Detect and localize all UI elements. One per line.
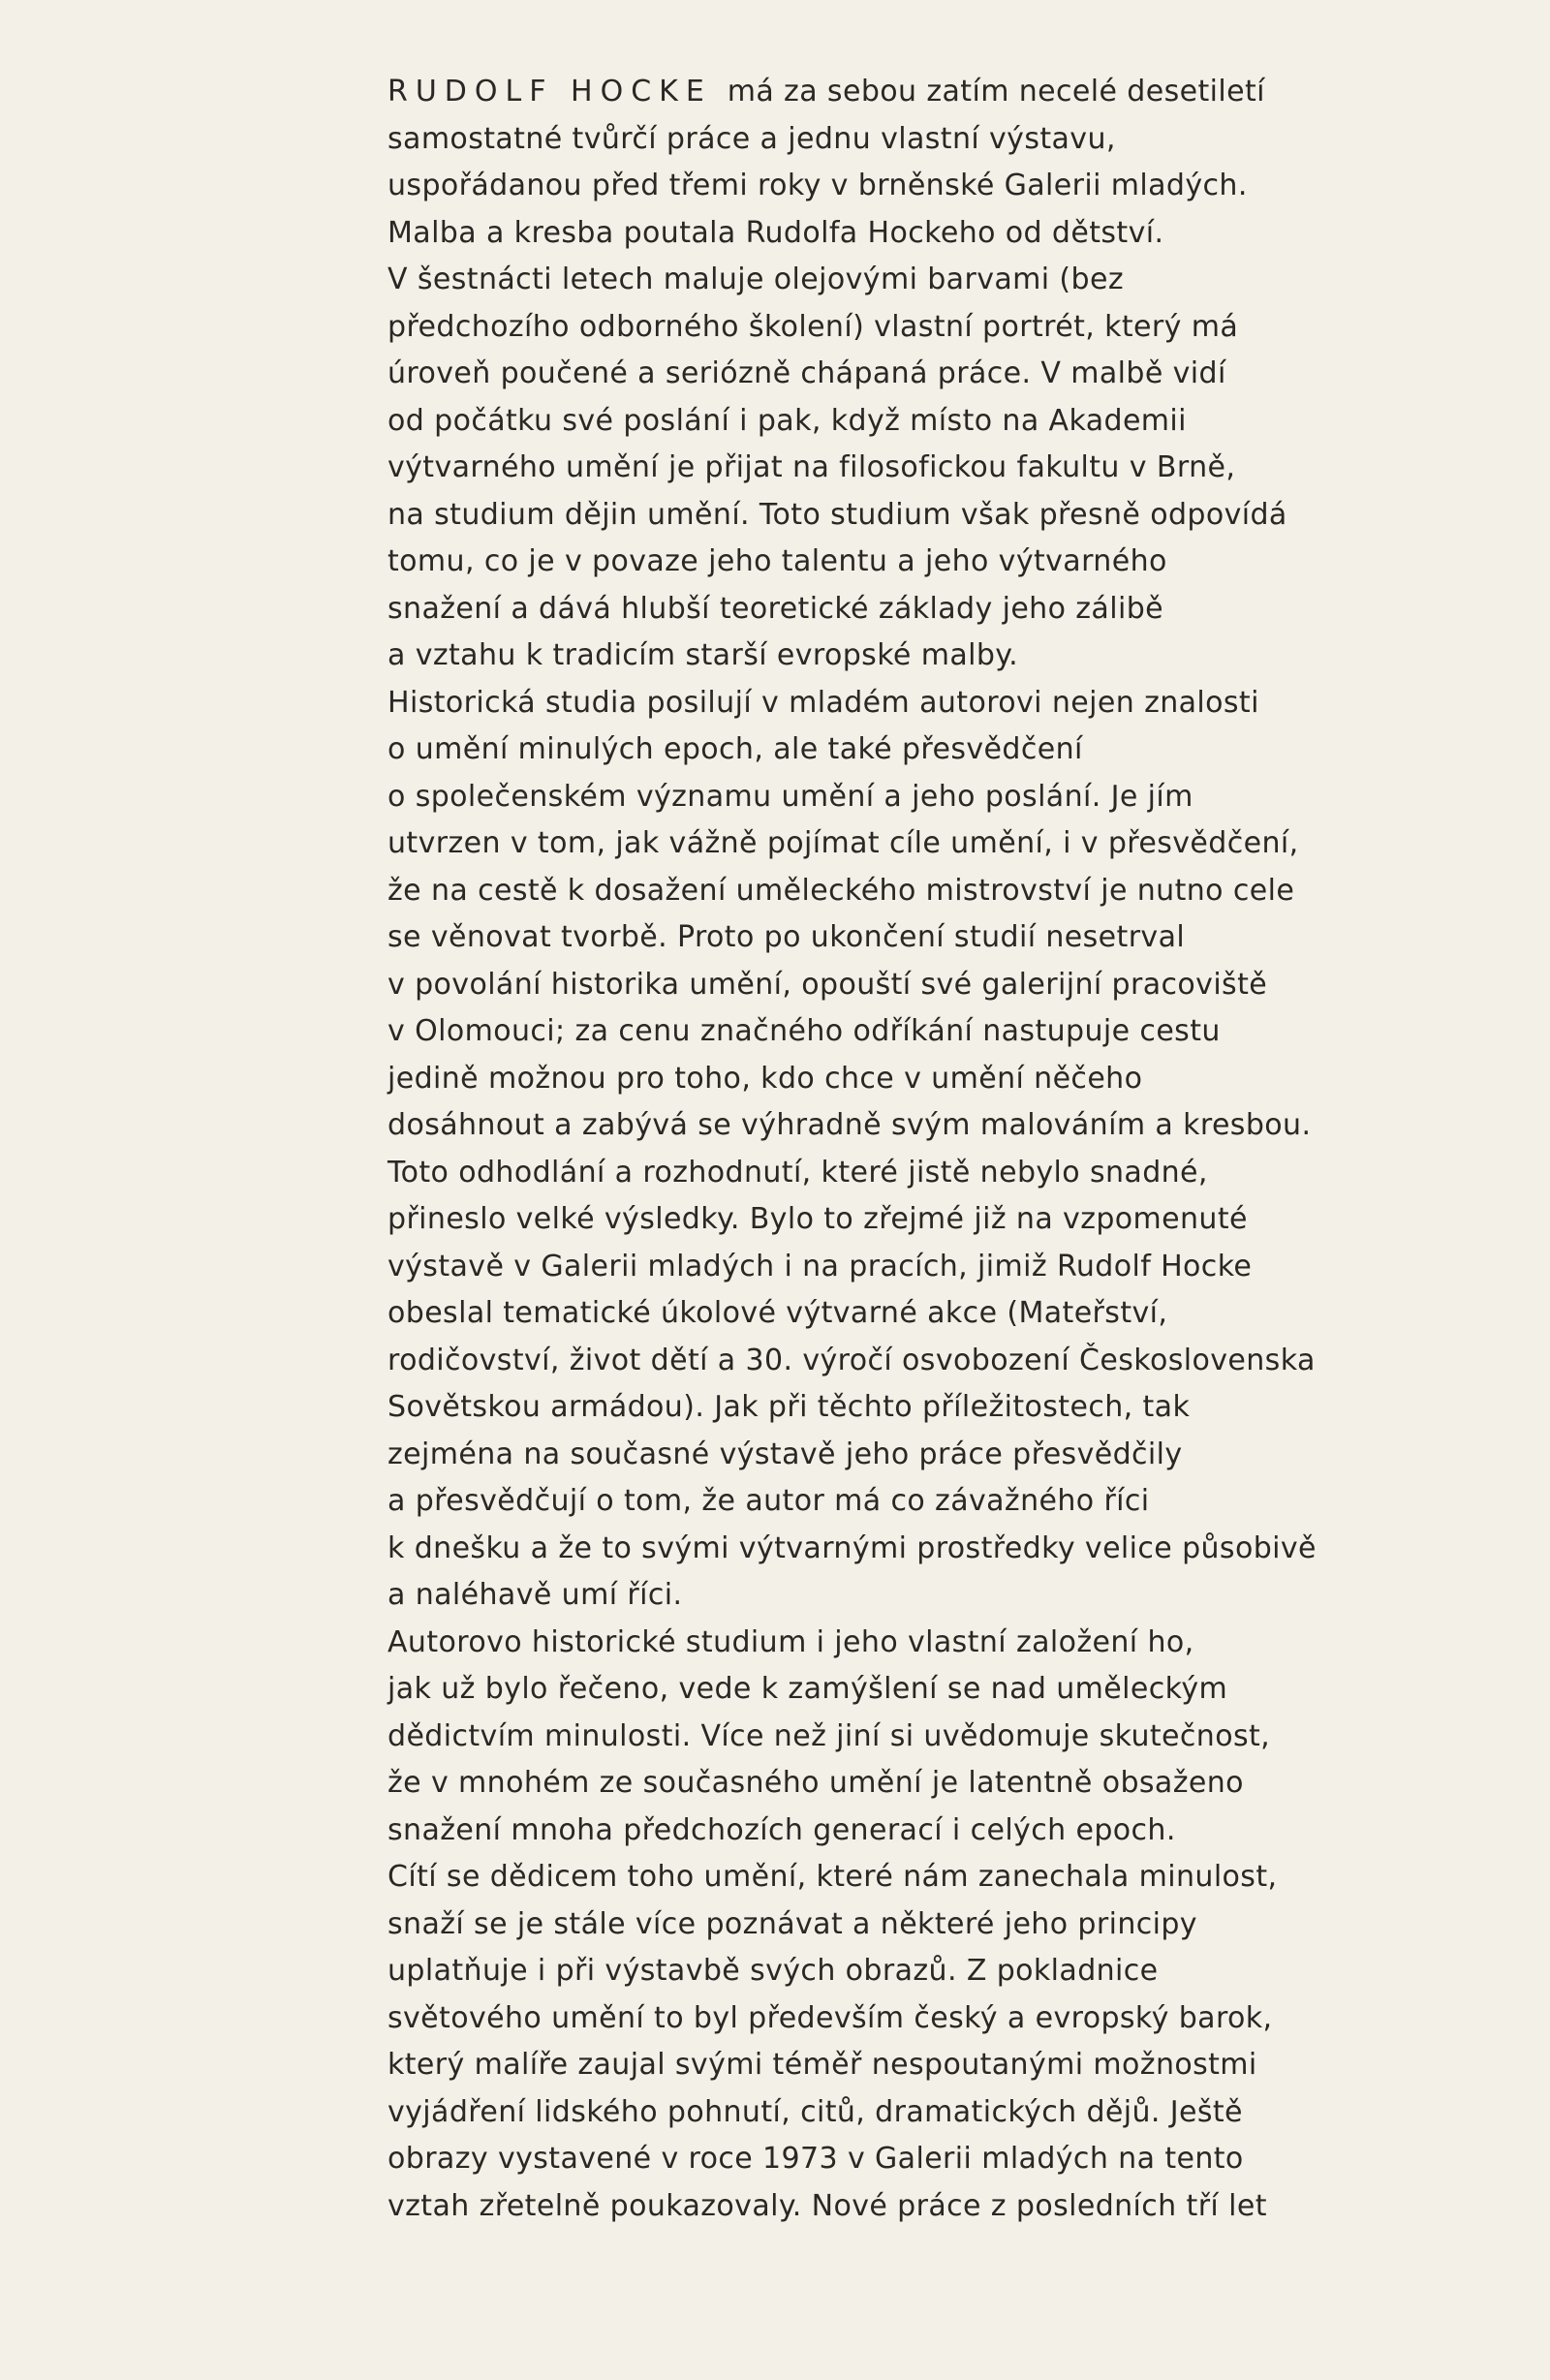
text-line: od počátku své poslání i pak, když místo na Akademii	[388, 403, 1187, 438]
text-line: o umění minulých epoch, ale také přesvědčení	[388, 732, 1083, 766]
text-line: se věnovat tvorbě. Proto po ukončení studií nesetrval	[388, 920, 1186, 954]
text-line: uplatňuje i při výstavbě svých obrazů. Z pokladnice	[388, 1954, 1159, 1988]
text-line: snaží se je stále více poznávat a některé jeho principy	[388, 1906, 1197, 1941]
text-line: na studium dějin umění. Toto studium však přesně odpovídá	[388, 497, 1287, 532]
text-line: dědictvím minulosti. Více než jiní si uvědomuje skutečnost,	[388, 1718, 1271, 1753]
text-line: k dnešku a že to svými výtvarnými prostředky velice působivě	[388, 1530, 1317, 1565]
text-line: Cítí se dědicem toho umění, které nám zanechala minulost,	[388, 1860, 1278, 1894]
text-line: předchozího odborného školení) vlastní portrét, který má	[388, 309, 1239, 344]
text-line: Sovětskou armádou). Jak při těchto příležitostech, tak	[388, 1390, 1191, 1424]
text-line: Historická studia posilují v mladém autorovi nejen znalosti	[388, 685, 1259, 720]
text-line: samostatné tvůrčí práce a jednu vlastní výstavu,	[388, 121, 1116, 156]
article-text	[388, 69, 1453, 2230]
first-line-text: má za sebou zatím necelé desetiletí	[727, 75, 1265, 108]
text-line: uspořádanou před třemi roky v brněnské Galerii mladých.	[388, 169, 1248, 202]
text-line	[388, 69, 1453, 116]
text-line: přineslo velké výsledky. Bylo to zřejmé již na vzpomenuté	[388, 1202, 1248, 1236]
text-line: Autorovo historické studium i jeho vlastní založení ho,	[388, 1624, 1194, 1659]
text-line: obrazy vystavené v roce 1973 v Galerii mladých na tento	[388, 2142, 1244, 2176]
text-line: výstavě v Galerii mladých i na pracích, jimiž Rudolf Hocke	[388, 1249, 1253, 1283]
text-line: světového umění to byl především český a evropský barok,	[388, 2000, 1273, 2035]
text-line: že na cestě k dosažení uměleckého mistrovství je nutno cele	[388, 873, 1295, 908]
text-line: jedině možnou pro toho, kdo chce v umění něčeho	[388, 1061, 1143, 1096]
text-line: jak už bylo řečeno, vede k zamýšlení se nad uměleckým	[388, 1672, 1228, 1706]
text-lines	[388, 116, 1453, 2231]
text-line: vyjádření lidského pohnutí, citů, dramatických dějů. Ještě	[388, 2094, 1243, 2129]
text-line: že v mnohém ze současného umění je latentně obsaženo	[388, 1766, 1244, 1800]
text-line: a naléhavě umí říci.	[388, 1578, 683, 1612]
text-line: úroveň poučené a seriózně chápaná práce. V malbě vidí	[388, 356, 1226, 390]
text-line: obeslal tematické úkolové výtvarné akce (Mateřství,	[388, 1296, 1168, 1330]
text-line: v Olomouci; za cenu značného odříkání nastupuje cestu	[388, 1014, 1221, 1048]
text-line: výtvarného umění je přijat na filosofickou fakultu v Brně,	[388, 450, 1236, 484]
text-line: Toto odhodlání a rozhodnutí, které jistě nebylo snadné,	[388, 1155, 1208, 1190]
text-line: tomu, co je v povaze jeho talentu a jeho výtvarného	[388, 544, 1167, 578]
text-line: a přesvědčují o tom, že autor má co závažného říci	[388, 1484, 1150, 1518]
text-line: a vztahu k tradicím starší evropské malby.	[388, 638, 1019, 672]
text-line: zejména na současné výstavě jeho práce přesvědčily	[388, 1437, 1183, 1471]
text-line: v povolání historika umění, opouští své galerijní pracoviště	[388, 967, 1268, 1002]
text-line: Malba a kresba poutala Rudolfa Hockeho od dětství.	[388, 215, 1164, 250]
text-line: utvrzen v tom, jak vážně pojímat cíle umění, i v přesvědčení,	[388, 826, 1299, 860]
text-line: snažení a dává hlubší teoretické základy jeho zálibě	[388, 591, 1163, 626]
text-line: snažení mnoha předchozích generací i celých epoch.	[388, 1812, 1176, 1847]
text-line: který malíře zaujal svými téměř nespoutanými možnostmi	[388, 2048, 1257, 2082]
text-line: o společenském významu umění a jeho poslání. Je jím	[388, 779, 1194, 814]
text-line: dosáhnout a zabývá se výhradně svým malováním a kresbou.	[388, 1108, 1312, 1142]
author-name: RUDOLF HOCKE	[388, 75, 712, 108]
text-line: vztah zřetelně poukazovaly. Nové práce z posledních tří let	[388, 2188, 1267, 2223]
text-line: V šestnácti letech maluje olejovými barvami (bez	[388, 263, 1124, 296]
text-line: rodičovství, život dětí a 30. výročí osvobození Československa	[388, 1343, 1316, 1377]
